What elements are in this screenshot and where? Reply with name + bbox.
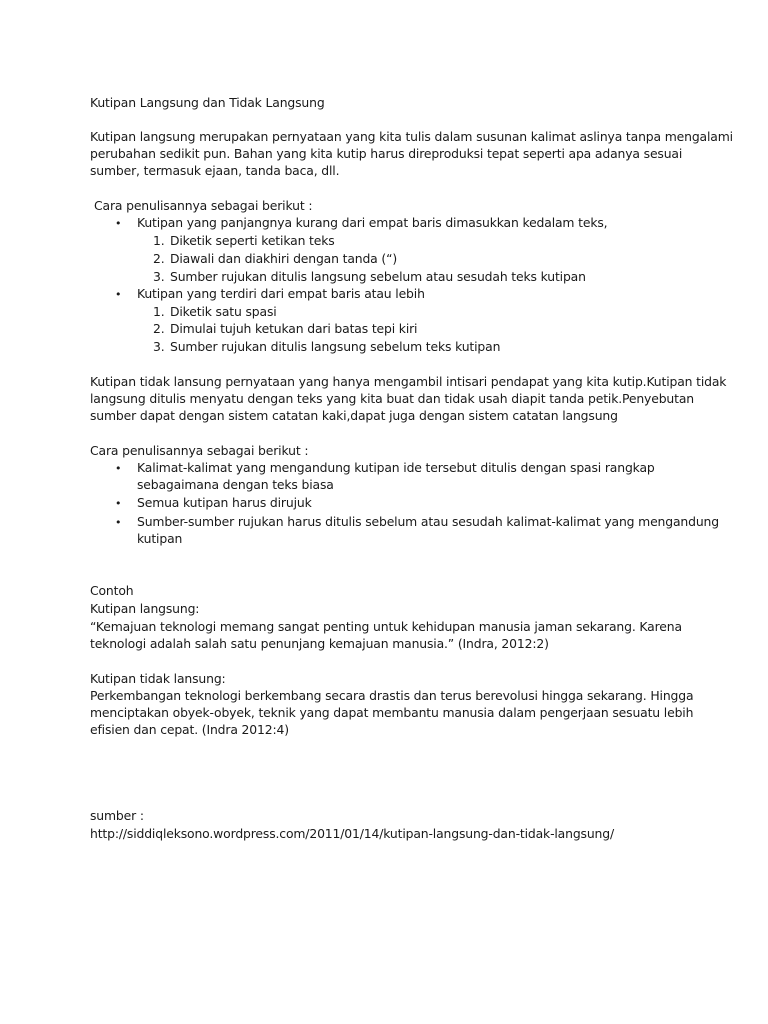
section1-heading: Cara penulisannya sebagai berikut : bbox=[94, 198, 313, 213]
intro-line-1: Kutipan langsung merupakan pernyataan yang kita tulis dalam susunan kalimat aslinya tanpa mengalami bbox=[90, 129, 733, 144]
list-number: 3. bbox=[153, 339, 165, 354]
example-heading: Contoh bbox=[90, 583, 134, 598]
intro-line-3: sumber, termasuk ejaan, tanda baca, dll. bbox=[90, 163, 340, 178]
indirect-intro-line-3: sumber dapat dengan sistem catatan kaki,dapat juga dengan sistem catatan langsung bbox=[90, 408, 618, 423]
section2-heading: Cara penulisannya sebagai berikut : bbox=[90, 443, 309, 458]
list-number: 1. bbox=[153, 304, 165, 319]
bullet-glyph: • bbox=[115, 497, 122, 510]
indirect-intro-line-1: Kutipan tidak lansung pernyataan yang hanya mengambil intisari pendapat yang kita kutip.Kutipan tidak bbox=[90, 374, 727, 389]
list-number: 1. bbox=[153, 233, 165, 248]
indirect-quote-line-3: efisien dan cepat. (Indra 2012:4) bbox=[90, 722, 289, 737]
list-number: 3. bbox=[153, 269, 165, 284]
source-label: sumber : bbox=[90, 808, 144, 823]
source-url: http://siddiqleksono.wordpress.com/2011/01/14/kutipan-langsung-dan-tidak-langsung/ bbox=[90, 826, 614, 841]
list-number: 2. bbox=[153, 321, 165, 336]
section1-bullet-1: Kutipan yang panjangnya kurang dari empat baris dimasukkan kedalam teks, bbox=[137, 215, 608, 230]
section1-bullet-2-item-3: Sumber rujukan ditulis langsung sebelum teks kutipan bbox=[170, 339, 501, 354]
section2-bullet-3-line-2: kutipan bbox=[137, 531, 183, 546]
section2-bullet-3-line-1: Sumber-sumber rujukan harus ditulis sebelum atau sesudah kalimat-kalimat yang mengandung bbox=[137, 514, 719, 529]
section2-bullet-2: Semua kutipan harus dirujuk bbox=[137, 495, 312, 510]
direct-quote-line-1: “Kemajuan teknologi memang sangat penting untuk kehidupan manusia jaman sekarang. Karena bbox=[90, 619, 682, 634]
section2-bullet-1-line-1: Kalimat-kalimat yang mengandung kutipan ide tersebut ditulis dengan spasi rangkap bbox=[137, 460, 655, 475]
indirect-quote-label: Kutipan tidak lansung: bbox=[90, 671, 226, 686]
indirect-quote-line-2: menciptakan obyek-obyek, teknik yang dapat membantu manusia dalam pengerjaan sesuatu lebih bbox=[90, 705, 694, 720]
section1-bullet-2-item-2: Dimulai tujuh ketukan dari batas tepi kiri bbox=[170, 321, 418, 336]
section1-bullet-1-item-3: Sumber rujukan ditulis langsung sebelum atau sesudah teks kutipan bbox=[170, 269, 586, 284]
bullet-glyph: • bbox=[115, 516, 122, 529]
indirect-intro-line-2: langsung ditulis menyatu dengan teks yang kita buat dan tidak usah diapit tanda petik.Penyebutan bbox=[90, 391, 694, 406]
indirect-quote-line-1: Perkembangan teknologi berkembang secara drastis dan terus berevolusi hingga sekarang. Hingga bbox=[90, 688, 694, 703]
bullet-glyph: • bbox=[115, 288, 122, 301]
section2-bullet-1-line-2: sebagaimana dengan teks biasa bbox=[137, 477, 334, 492]
bullet-glyph: • bbox=[115, 217, 122, 230]
document-title: Kutipan Langsung dan Tidak Langsung bbox=[90, 95, 325, 110]
section1-bullet-1-item-2: Diawali dan diakhiri dengan tanda (“) bbox=[170, 251, 398, 266]
list-number: 2. bbox=[153, 251, 165, 266]
section1-bullet-2: Kutipan yang terdiri dari empat baris atau lebih bbox=[137, 286, 425, 301]
direct-quote-line-2: teknologi adalah salah satu penunjang kemajuan manusia.” (Indra, 2012:2) bbox=[90, 636, 549, 651]
section1-bullet-1-item-1: Diketik seperti ketikan teks bbox=[170, 233, 335, 248]
section1-bullet-2-item-1: Diketik satu spasi bbox=[170, 304, 277, 319]
bullet-glyph: • bbox=[115, 462, 122, 475]
direct-quote-label: Kutipan langsung: bbox=[90, 601, 200, 616]
intro-line-2: perubahan sedikit pun. Bahan yang kita kutip harus direproduksi tepat seperti apa adanya sesuai bbox=[90, 146, 683, 161]
